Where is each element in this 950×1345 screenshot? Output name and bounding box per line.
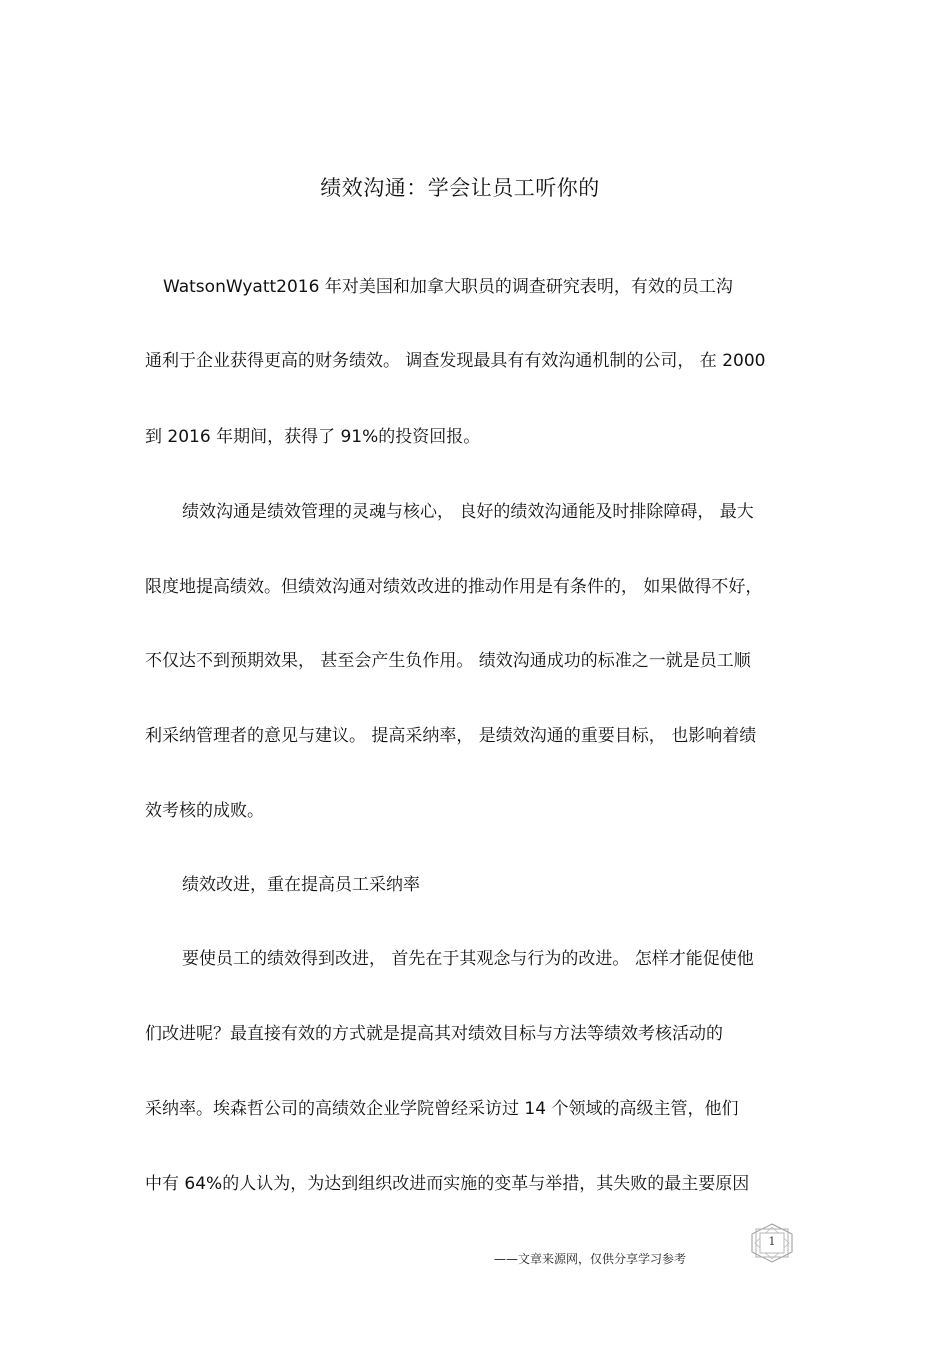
paragraph-line: 采纳率。埃森哲公司的高绩效企业学院曾经采访过 14 个领域的高级主管，他们	[145, 1099, 739, 1119]
page-number-badge	[748, 1222, 796, 1264]
paragraph-line: 中有 64%的人认为，为达到组织改进而实施的变革与举措，其失败的最主要原因	[145, 1174, 750, 1194]
paragraph-line: 们改进呢？最直接有效的方式就是提高其对绩效目标与方法等绩效考核活动的	[145, 1024, 723, 1044]
paragraph-line: 效考核的成败。	[145, 801, 264, 821]
paragraph-line: 不仅达不到预期效果， 甚至会产生负作用。 绩效沟通成功的标准之一就是员工顺	[145, 651, 751, 671]
paragraph-line: WatsonWyatt2016 年对美国和加拿大职员的调查研究表明，有效的员工沟	[163, 277, 733, 297]
paragraph-line: 绩效沟通是绩效管理的灵魂与核心， 良好的绩效沟通能及时排除障碍， 最大	[182, 502, 754, 522]
paragraph-line: 通利于企业获得更高的财务绩效。 调查发现最具有有效沟通机制的公司， 在 2000	[145, 351, 766, 371]
paragraph-line: 要使员工的绩效得到改进， 首先在于其观念与行为的改进。 怎样才能促使他	[182, 949, 754, 969]
paragraph-line: 到 2016 年期间，获得了 91%的投资回报。	[145, 427, 481, 447]
source-note: ——文章来源网，仅供分享学习参考	[494, 1252, 687, 1266]
paragraph-line: 限度地提高绩效。但绩效沟通对绩效改进的推动作用是有条件的， 如果做得不好，	[145, 577, 763, 597]
paragraph-line: 利采纳管理者的意见与建议。 提高采纳率， 是绩效沟通的重要目标， 也影响着绩	[145, 726, 757, 746]
section-heading: 绩效改进，重在提高员工采纳率	[182, 875, 420, 895]
document-title: 绩效沟通：学会让员工听你的	[320, 176, 600, 200]
page-number: 1	[768, 1235, 776, 1248]
